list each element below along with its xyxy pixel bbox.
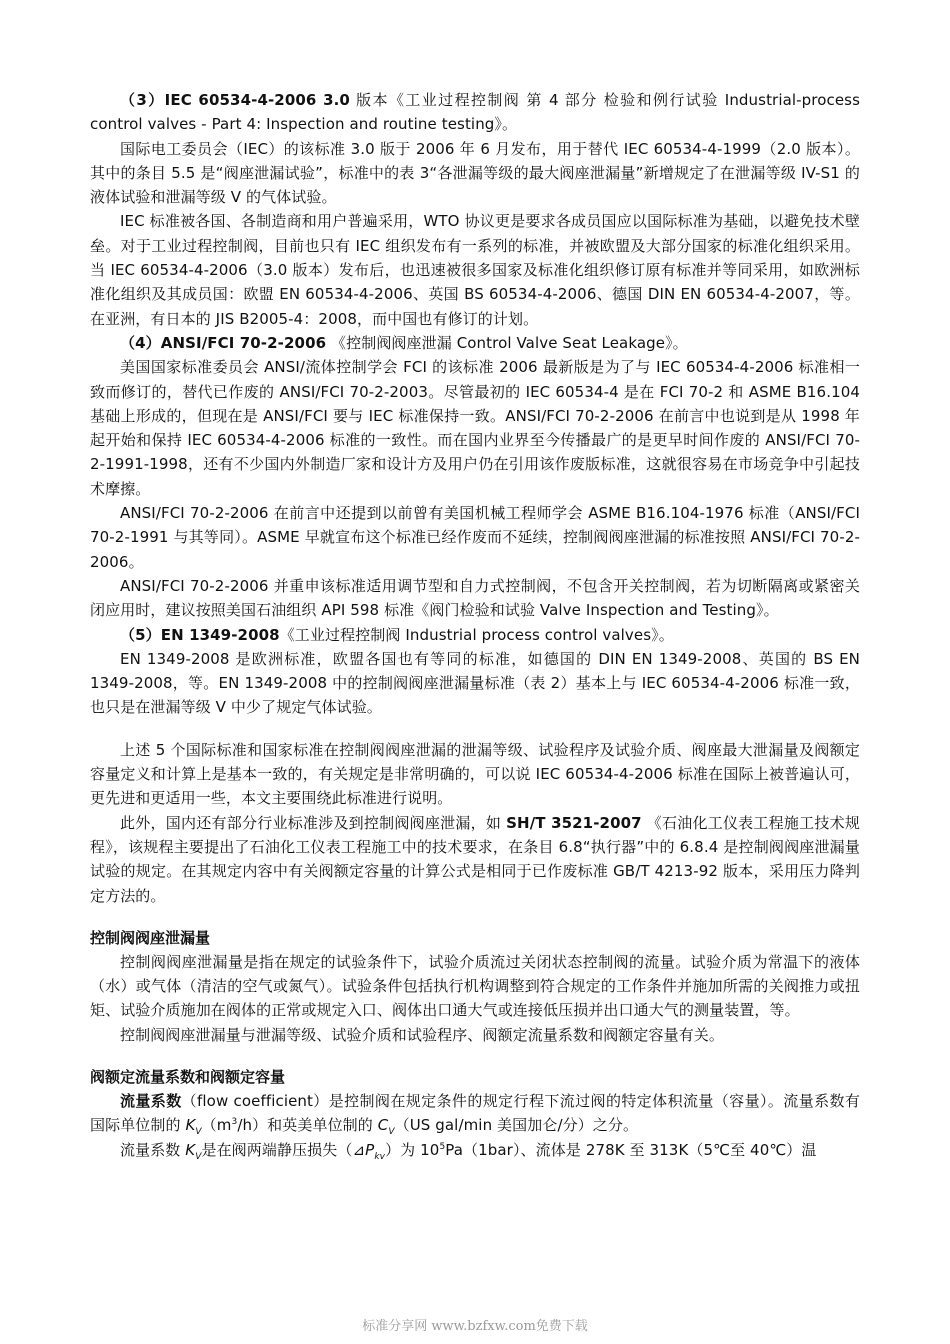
standard-code: EN 1349-2008 bbox=[160, 625, 280, 644]
standard-code: IEC 60534-4-2006 3.0 bbox=[164, 91, 350, 109]
symbol-sup: 5 bbox=[439, 1141, 446, 1152]
symbol-cv: C bbox=[377, 1116, 389, 1135]
heading-prefix: （3） bbox=[120, 91, 165, 109]
paragraph bbox=[90, 1089, 860, 1138]
text-run: ）为 10 bbox=[385, 1140, 440, 1159]
term: 流量系数 bbox=[120, 1091, 182, 1110]
heading-prefix: （5） bbox=[120, 625, 161, 644]
heading-title: 《工业过程控制阀 Industrial process control valves》。 bbox=[279, 625, 674, 644]
page-footer-watermark: 标准分享网 www.bzfxw.com免费下载 bbox=[362, 1319, 588, 1334]
section-heading-flow: 阀额定流量系数和阀额定容量 bbox=[90, 1067, 286, 1086]
section-heading-leakage: 控制阀阀座泄漏量 bbox=[90, 928, 211, 947]
paragraph: ANSI/FCI 70-2-2006 并重申该标准适用调节型和自力式控制阀，不包含开关控制阀，若为切断隔离或紧密关闭应用时，建议按照美国石油组织 API 598 标准《阀门检验和试验 Valve Inspection and Testing》。 bbox=[90, 576, 860, 620]
paragraph: 控制阀阀座泄漏量是指在规定的试验条件下，试验介质流过关闭状态控制阀的流量。试验介质为常温下的液体（水）或气体（清洁的空气或氮气）。试验条件包括执行机构调整到符合规定的工作条件并施加所需的关阀推力或扭矩、试验介质施加在阀体的正常或规定入口、阀体出口通大气或连接低压损并出口通大气的测量装置，等。 bbox=[90, 952, 860, 1020]
paragraph: 上述 5 个国际标准和国家标准在控制阀阀座泄漏的泄漏等级、试验程序及试验介质、阀座最大泄漏量及阀额定容量定义和计算上是基本一致的，有关规定是非常明确的，可以说 IEC 60534-4-2006 标准在国际上被普遍认可，更先进和更适用一些，本文主要围绕此标准进行说明。 bbox=[90, 740, 860, 808]
section-5-heading bbox=[90, 623, 860, 647]
paragraph: 国际电工委员会（IEC）的该标准 3.0 版于 2006 年 6 月发布，用于替代 IEC 60534-4-1999（2.0 版本）。其中的条目 5.5 是“阀座泄漏试验”，标准中的表 3“各泄漏等级的最大阀座泄漏量”新增规定了在泄漏等级 IV-S1 的液体试验和泄漏等级 V 的气体试验。 bbox=[90, 139, 860, 207]
text-run: （flow coefficient）是控制阀在规定条件的规定行程下流过阀的特定体积流量（容量）。流量系数有国际单位制的 bbox=[90, 1091, 860, 1135]
heading-prefix: （4） bbox=[120, 333, 161, 352]
paragraph bbox=[90, 811, 860, 908]
heading-title: 版本《工业过程控制阀 第 4 部分 检验和例行试验 Industrial-process control valves - Part 4: Inspection and routine testing》。 bbox=[90, 91, 860, 134]
paragraph: 控制阀阀座泄漏量与泄漏等级、试验介质和试验程序、阀额定流量系数和阀额定容量有关。 bbox=[120, 1025, 725, 1044]
text-run: 流量系数 bbox=[120, 1140, 186, 1159]
text-run: 此外，国内还有部分行业标准涉及到控制阀阀座泄漏，如 bbox=[120, 813, 507, 832]
standard-code: SH/T 3521-2007 bbox=[506, 813, 642, 832]
section-3-heading bbox=[90, 88, 860, 137]
text-run: 《石油化工仪表工程施工技术规程》，该规程主要提出了石油化工仪表工程施工中的技术要求，在条目 6.8“执行器”中的 6.8.4 是控制阀阀座泄漏量试验的规定。在其规定内容中有关阀额定容量的计算公式是相同于已作废标准 GB/T 4213-92 版本，采用压力降判定方法的。 bbox=[90, 813, 860, 905]
paragraph: IEC 标准被各国、各制造商和用户普遍采用，WTO 协议更是要求各成员国应以国际标准为基础，以避免技术壁垒。对于工业过程控制阀，目前也只有 IEC 组织发布有一系列的标准，并被欧盟及大部分国家的标准化组织采用。当 IEC 60534-4-2006（3.0 版本）发布后，也迅速被很多国家及标准化组织修订原有标准并等同采用，如欧洲标准化组织及其成员国：欧盟 EN 60534-4-2006、英国 BS 60534-4-2006、德国 DIN EN 60534-4-2007，等。在亚洲，有日本的 JIS B2005-4：2008，而中国也有修订的计划。 bbox=[90, 212, 860, 328]
standard-code: ANSI/FCI 70-2-2006 bbox=[160, 333, 327, 352]
symbol-kv: K bbox=[185, 1116, 196, 1135]
text-run: （m bbox=[201, 1116, 232, 1135]
section-4-heading bbox=[90, 331, 860, 355]
symbol-kv: K bbox=[185, 1140, 196, 1159]
heading-title: 《控制阀阀座泄漏 Control Valve Seat Leakage》。 bbox=[326, 333, 688, 352]
symbol-sup: 3 bbox=[231, 1117, 238, 1128]
text-run: /h）和英美单位制的 bbox=[237, 1116, 378, 1135]
paragraph bbox=[90, 1138, 860, 1162]
text-run: （US gal/min 美国加仑/分）之分。 bbox=[394, 1116, 639, 1135]
text-run: 是在阀两端静压损失（ bbox=[201, 1140, 353, 1159]
document-body bbox=[90, 88, 860, 1162]
spacer bbox=[90, 1047, 860, 1065]
paragraph: 美国国家标准委员会 ANSI/流体控制学会 FCI 的该标准 2006 最新版是为了与 IEC 60534-4-2006 标准相一致而修订的，替代已作废的 ANSI/FCI 70-2-2003。尽管最初的 IEC 60534-4 是在 FCI 70-2 和 ASME B16.104 基础上形成的，但现在是 ANSI/FCI 要与 IEC 标准保持一致。ANSI/FCI 70-2-2006 在前言中也说到是从 1998 年起开始和保持 IEC 60534-4-2006 标准的一致性。而在国内业界至今传播最广的是更早时间作废的 ANSI/FCI 70-2-1991-1998，还有不少国内外制造厂家和设计方及用户仍在引用该作废版标准，这就很容易在市场竞争中引起技术摩擦。 bbox=[90, 358, 860, 498]
symbol-dp: ⊿P bbox=[352, 1140, 375, 1159]
paragraph: EN 1349-2008 是欧洲标准，欧盟各国也有等同的标准，如德国的 DIN EN 1349-2008、英国的 BS EN 1349-2008，等。EN 1349-2008 中的控制阀阀座泄漏量标准（表 2）基本上与 IEC 60534-4-2006 标准一致，也只是在泄漏等级 V 中少了规定气体试验。 bbox=[90, 649, 860, 717]
spacer bbox=[90, 908, 860, 926]
spacer bbox=[90, 720, 860, 738]
symbol-sub: V bbox=[195, 1127, 202, 1138]
symbol-sub: V bbox=[195, 1151, 202, 1162]
symbol-sub: V bbox=[388, 1127, 395, 1138]
symbol-sub: kv bbox=[374, 1151, 386, 1162]
paragraph: ANSI/FCI 70-2-2006 在前言中还提到以前曾有美国机械工程师学会 ASME B16.104-1976 标准（ANSI/FCI 70-2-1991 与其等同）。ASME 早就宣布这个标准已经作废而不延续，控制阀阀座泄漏的标准按照 ANSI/FCI 70-2-2006。 bbox=[90, 504, 860, 571]
text-run: Pa（1bar）、流体是 278K 至 313K（5℃至 40℃）温 bbox=[445, 1140, 817, 1159]
